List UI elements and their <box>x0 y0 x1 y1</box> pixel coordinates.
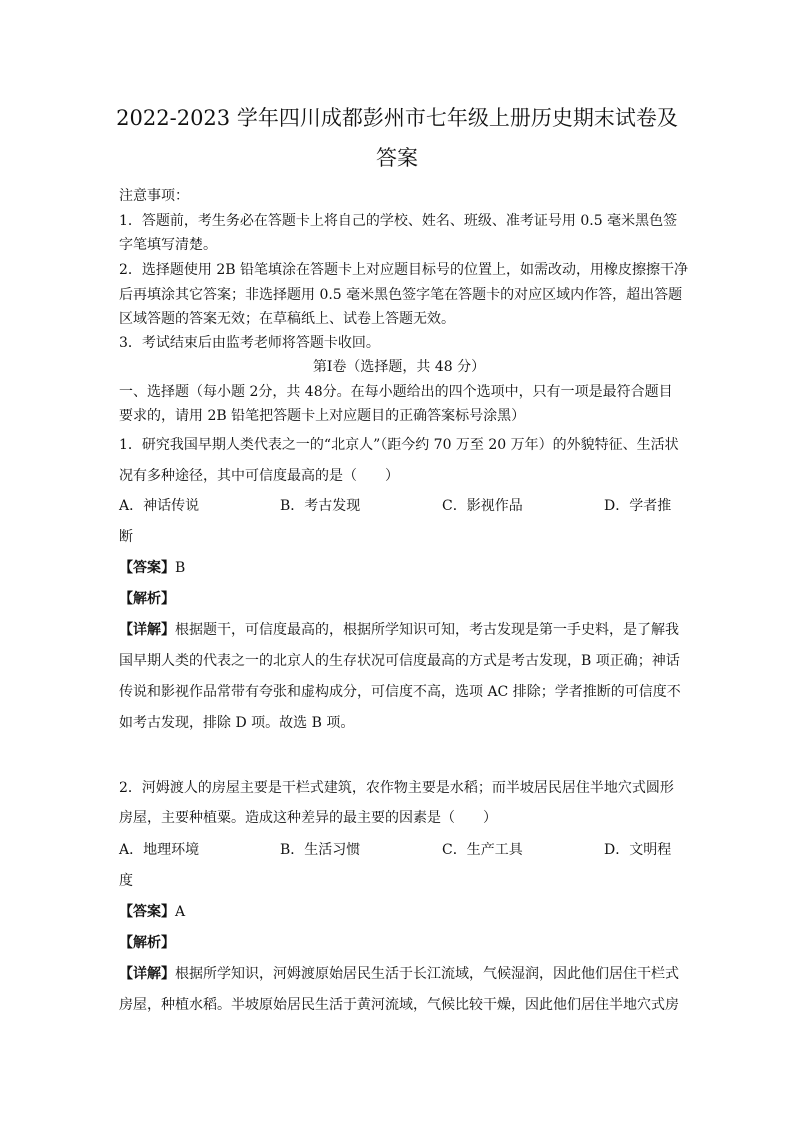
notice-item-3: 3．考试结束后由监考老师将答题卡收回。 <box>119 335 380 351</box>
notice-item-1-line-1: 1．答题前，考生务必在答题卡上将自己的学校、姓名、班级、准考证号用 0.5 毫米黑色签 <box>119 213 678 229</box>
answer-label: 【答案】 <box>119 904 175 920</box>
question-1-option-d-continued: 断 <box>119 529 133 545</box>
section-intro-line-2: 要求的，请用 2B 铅笔把答题卡上对应题目的正确答案标号涂黑） <box>119 408 526 424</box>
question-1-detail-line-4: 如考古发现，排除 D 项。故选 B 项。 <box>119 715 355 731</box>
question-2-option-a: A．地理环境 <box>119 842 200 858</box>
question-2-stem-line-2: 房屋，主要种植粟。造成这种差异的最主要的因素是（ ） <box>119 810 497 826</box>
question-1-stem-line-2: 况有多种途径，其中可信度最高的是（ ） <box>119 468 399 484</box>
question-1-detail-line-2: 国早期人类的代表之一的北京人的生存状况可信度最高的方式是考古发现，B 项正确；神话 <box>119 653 680 669</box>
notice-heading: 注意事项： <box>119 188 189 204</box>
question-2-option-c: C．生产工具 <box>442 842 523 858</box>
answer-label: 【答案】 <box>119 560 175 576</box>
document-title-line-2: 答案 <box>376 146 418 170</box>
notice-item-2-line-2: 后再填涂其它答案；非选择题用 0.5 毫米黑色签字笔在答题卡的对应区域内作答，超出答题 <box>119 287 683 303</box>
question-1-option-d: D．学者推 <box>604 498 672 514</box>
section-title: 第Ⅰ卷（选择题，共 48 分） <box>312 359 486 375</box>
document-title-line-1: 2022-2023 学年四川成都彭州市七年级上册历史期末试卷及 <box>116 106 678 130</box>
detail-text: 根据所学知识，河姆渡原始居民生活于长江流域，气候湿润，因此他们居住干栏式 <box>175 966 679 982</box>
question-1-stem-line-1: 1．研究我国早期人类代表之一的“北京人”（距今约 70 万至 20 万年）的外貌特征、生活状 <box>119 437 679 453</box>
question-2-detail-line-1 <box>119 964 679 984</box>
question-2-analysis-label: 【解析】 <box>119 935 175 951</box>
answer-value: B <box>175 560 186 576</box>
question-1-detail-line-1 <box>119 620 679 640</box>
question-1-option-b: B．考古发现 <box>280 498 361 514</box>
question-1-answer <box>119 558 679 578</box>
detail-text: 根据题干，可信度最高的，根据所学知识可知，考古发现是第一手史料，是了解我 <box>175 622 679 638</box>
question-1-option-c: C．影视作品 <box>442 498 523 514</box>
question-2-stem-line-1: 2．河姆渡人的房屋主要是干栏式建筑，农作物主要是水稻；而半坡居民居住半地穴式圆形 <box>119 780 674 796</box>
detail-label: 【详解】 <box>119 966 175 982</box>
question-2-option-d: D．文明程 <box>604 842 672 858</box>
question-2-answer <box>119 902 679 922</box>
answer-value: A <box>175 904 186 920</box>
question-2-option-d-continued: 度 <box>119 873 133 889</box>
question-1-detail-line-3: 传说和影视作品常带有夸张和虚构成分，可信度不高，选项 AC 排除；学者推断的可信度不 <box>119 684 681 700</box>
notice-item-2-line-1: 2．选择题使用 2B 铅笔填涂在答题卡上对应题目标号的位置上，如需改动，用橡皮擦擦干净 <box>119 262 689 278</box>
question-1-option-a: A．神话传说 <box>119 498 200 514</box>
notice-item-2-line-3: 区域答题的答案无效；在草稿纸上、试卷上答题无效。 <box>119 311 455 327</box>
notice-item-1-line-2: 字笔填写清楚。 <box>119 237 217 253</box>
question-2-option-b: B．生活习惯 <box>280 842 361 858</box>
section-intro-line-1: 一、选择题（每小题 2分，共 48分。在每小题给出的四个选项中，只有一项是最符合题目 <box>119 384 673 400</box>
question-1-analysis-label: 【解析】 <box>119 591 175 607</box>
question-2-detail-line-2: 房屋，种植水稻。半坡原始居民生活于黄河流域，气候比较干燥，因此他们居住半地穴式房 <box>119 997 679 1013</box>
detail-label: 【详解】 <box>119 622 175 638</box>
